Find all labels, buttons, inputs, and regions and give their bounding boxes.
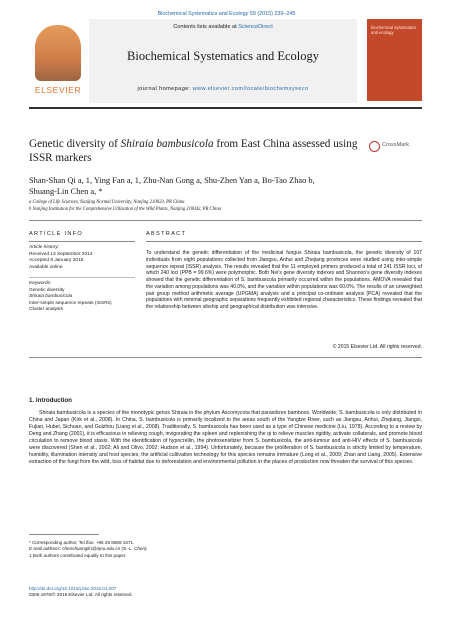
crossmark-icon [369,141,380,152]
authors-line-1: Shan-Shan Qi a, 1, Ying Fan a, 1, Zhu-Nan Gong a, Shu-Zhen Yan a, Bo-Tao Zhao b, [29,176,315,185]
title-part1: Genetic diversity of [29,138,121,150]
homepage-line [89,86,357,92]
issn-line: 0305-1978/© 2015 Elsevier Ltd. All rights reserved. [29,592,133,598]
elsevier-logo[interactable] [29,19,87,101]
journal-reference[interactable]: Biochemical Systematics and Ecology 59 (2015) 239–245 [157,11,296,17]
article-history [29,245,139,271]
history-label: Article history: [29,245,60,250]
elsevier-tree-icon [35,25,81,81]
keywords-block [29,281,144,314]
available-online: Available online [29,264,63,270]
abstract-body: To understand the genetic differentiation of the medicinal fungus Shiraia bambusicola, the genetic diversity of 107 individuals from eight populations collected from Jiangsu, Anhui and Zhejiang provinces were studied using inter-simple sequence repeat (ISSR) analysis. The results revealed that the 11 employed primers produced a total of 241 ISSR loci, of which 240 loci (PPB = 99.6%) were polymorphic. Both Nei's gene diversity indexes and Shannon's gene diversity indexes showed that the genetic differentiation of S. bambusicola primarily occurred within the populations. AMOVA revealed that the variation among populations was 40.0%, and the variation within populations was 60.0%. The results of an unweighted pair group method arithmetic average (UPGMA) analysis and a principal co-ordinate analysis (PCA) revealed that the populations with minimal geographic separations frequently exhibited regional characteristics. These findings revealed that the relationship between sibship and geographical distribution was intensive. [146,250,422,310]
footnote-divider [29,534,99,535]
footnotes [29,540,422,559]
keyword-item: Inter-simple sequence repeats (ISSRs) [29,300,112,306]
keyword-item: Shiraia bambusicola [29,294,73,300]
contents-line [89,24,357,30]
keyword-item: Genetic diversity [29,287,65,293]
keywords-label: Keywords: [29,281,52,286]
keyword-item: Cluster analysis [29,307,63,313]
affiliation-divider [29,220,422,221]
authors-line-2: Shuang-Lin Chen a, * [29,187,103,196]
abstract-copyright: © 2015 Elsevier Ltd. All rights reserved. [332,344,422,350]
doi-block [29,586,422,599]
journal-title: Biochemical Systematics and Ecology [127,49,319,63]
homepage-link[interactable]: www.elsevier.com/locate/biochemsyseco [192,86,309,92]
article-info-heading: ARTICLE INFO [29,231,84,237]
introduction-heading: 1. Introduction [29,397,72,404]
author-list [29,175,422,197]
doi-link[interactable]: http://dx.doi.org/10.1016/j.bse.2015.01.007 [29,586,117,591]
article-info-rule [29,241,135,242]
cover-title: biochemical systematics and ecology [371,25,417,35]
abstract-divider [29,357,422,358]
accepted-date: Accepted 9 January 2015 [29,258,84,264]
abstract-rule [146,241,422,242]
contents-prefix: Contents lists available at [173,24,239,30]
equal-contribution-note: 1 Both authors contributed equally to this paper. [29,552,127,558]
email-note[interactable]: E-mail address: chenshuanglin@njnu.edu.cn (S.-L. Chen). [29,546,148,552]
received-date: Received 13 September 2014 [29,251,93,257]
crossmark-label: CrossMark [382,142,410,148]
affiliation-a: a College of Life Sciences, Nanjing Normal University, Nanjing 210023, PR China [29,200,185,205]
journal-cover[interactable] [367,19,422,101]
crossmark-badge[interactable] [369,140,421,153]
sciencedirect-link[interactable]: ScienceDirect [238,24,273,30]
journal-banner [89,19,357,103]
title-species: Shiraia bambusicola [120,138,214,150]
article-title [29,138,359,165]
masthead-divider [29,107,422,109]
keywords-rule [29,277,135,278]
homepage-prefix: journal homepage: [137,86,193,92]
affiliation-b: b Nanjing Institution for the Comprehensive Utilization of the Wild Plants, Nanjing 210042, PR China [29,207,222,212]
masthead [29,19,422,103]
corresponding-author-note: * Corresponding author. Tel./fax: +86 25 8589 1571. [29,540,135,545]
title-part2: from East China assessed using ISSR markers [29,138,358,164]
elsevier-wordmark: ELSEVIER [34,85,82,95]
introduction-body: Shiraia bambusicola is a species of the monotypic genus Shiraia in the phylum Ascomycota that parasitizes bamboos. Worldwide, S. bambusicola is only distributed in China and Japan (Kirk et al., 2008). In China, S. bambusicola is primarily localized to the areas south of the Yangtze River, such as Jiangsu, Anhui, Zhejiang, Jiangxi, Fujian, Hubei, Sichuan, and Guizhou (Liang et al., 2008). Traditionally, S. bambusicola has been used as a type of Chinese medicine (Liu, 1978). According to a review by Deng and Zhang (2001), it is efficacious in relieving cough, invigorating the spleen and replenishing the qi to relieve muscles rigidity, activate collaterals, and promote blood circulation to remove blood stasis. With the identification of hypocrellin, the photosensitizer from S. bambusicola, the anti-tumour and anti-HIV effects of S. bambusicola were discovered (Shen et al., 2002; Ali and Olivo, 2002; Hudson et al., 1994). Unfortunately, because the proliferation of S. bambusicola is strictly limited by temperature, humidity, illumination intensity and host species, the artificial cultivation technology for this species remains immature (Long et al., 2009; Zhan and Liang, 2005). Extensive extraction of the fungi from the wild, loss of habitat due to deforestation and environmental pollution in the places of production now threaten the survival of this species. [29,410,422,466]
abstract-heading: ABSTRACT [146,231,187,237]
